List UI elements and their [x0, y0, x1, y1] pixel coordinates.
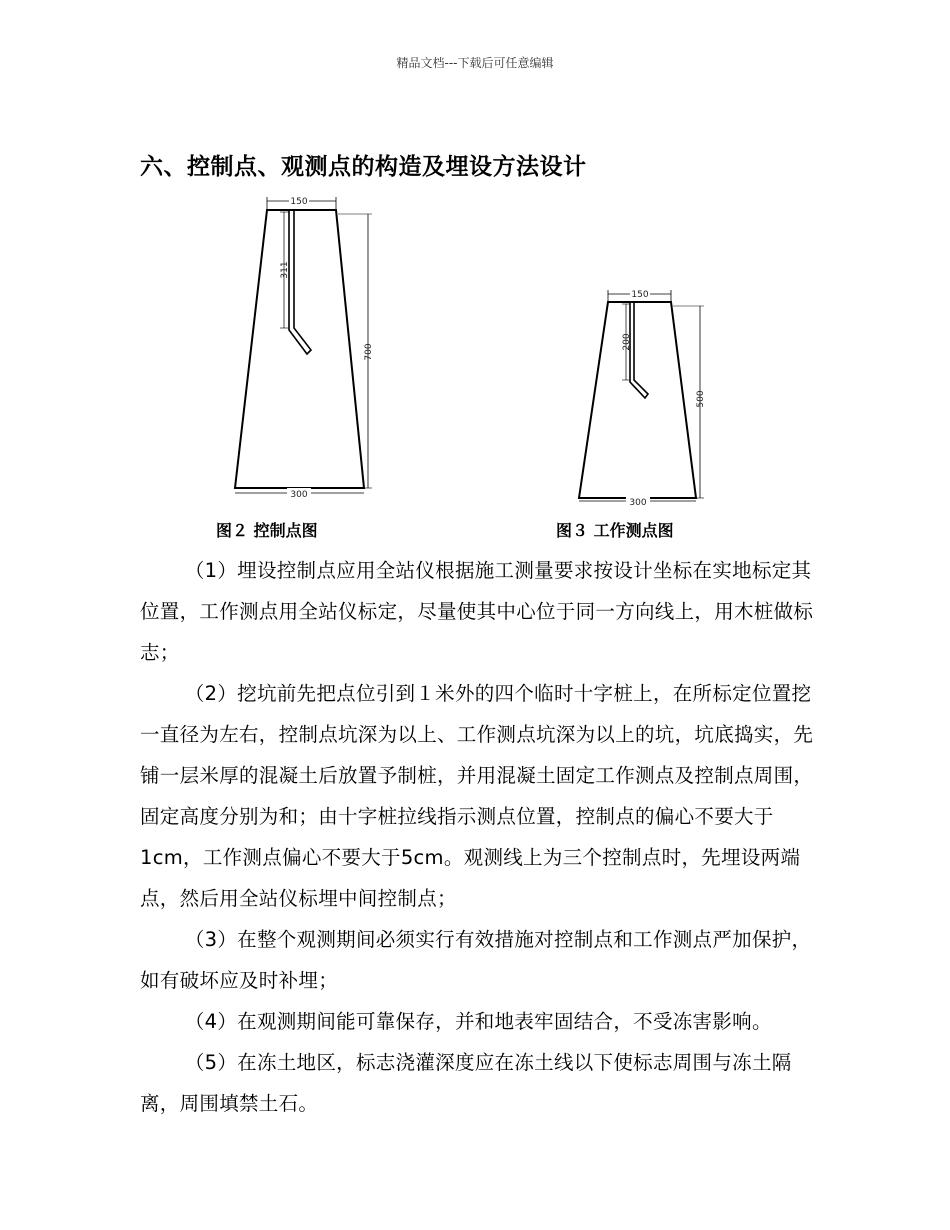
body-text: [140, 550, 820, 1124]
dim-top-label: 150: [290, 197, 308, 207]
dim-rod-label: 311: [280, 261, 290, 279]
dim-bottom-label: 300: [629, 498, 647, 508]
dim-rod-label: 200: [622, 333, 632, 351]
paragraph-4: （4）在观测期间能可靠保存，并和地表牢固结合，不受冻害影响。: [184, 1010, 772, 1033]
figure-control-point: [225, 192, 385, 504]
paragraph-5: （5）在冻土地区，标志浇灌深度应在冻土线以下使标志周围与冻土隔离，周围填禁土石。: [140, 1051, 792, 1115]
dim-top-label: 150: [631, 290, 649, 300]
pillar-outline: [235, 210, 364, 488]
section-title: 六、控制点、观测点的构造及埋设方法设计: [140, 154, 587, 180]
pillar-outline: [579, 302, 696, 498]
paragraph-2: （2）挖坑前先把点位引到１米外的四个临时十字桩上，在所标定位置挖一直径为左右，控制点坑深为以上、工作测点坑深为以上的坑，坑底捣实，先铺一层米厚的混凝土后放置予制桩，并用混凝土固定工作测点及控制点周围，固定高度分别为和；由十字桩拉线指示测点位置，控制点的偏心不要大于1cm，工作测点偏心不要大于5cm。观测线上为三个控制点时，先埋设两端点，然后用全站仪标埋中间控制点；: [140, 682, 814, 910]
header-note: 精品文档---下载后可任意编辑: [396, 56, 554, 70]
dim-height-label: 500: [696, 390, 706, 408]
rod: [630, 302, 648, 398]
figure-work-point: [570, 286, 720, 508]
figure2-caption: 图２ 控制点图: [216, 521, 318, 540]
dim-bottom-label: 300: [290, 490, 308, 500]
rod: [289, 210, 311, 354]
paragraph-3: （3）在整个观测期间必须实行有效措施对控制点和工作测点严加保护，如有破坏应及时补埋；: [140, 928, 812, 992]
figure3-caption: 图３ 工作测点图: [556, 521, 674, 540]
dim-height-label: 700: [364, 343, 374, 361]
paragraph-1: （1）埋设控制点应用全站仪根据施工测量要求按设计坐标在实地标定其位置，工作测点用全站仪标定，尽量使其中心位于同一方向线上，用木桩做标志；: [140, 559, 814, 664]
